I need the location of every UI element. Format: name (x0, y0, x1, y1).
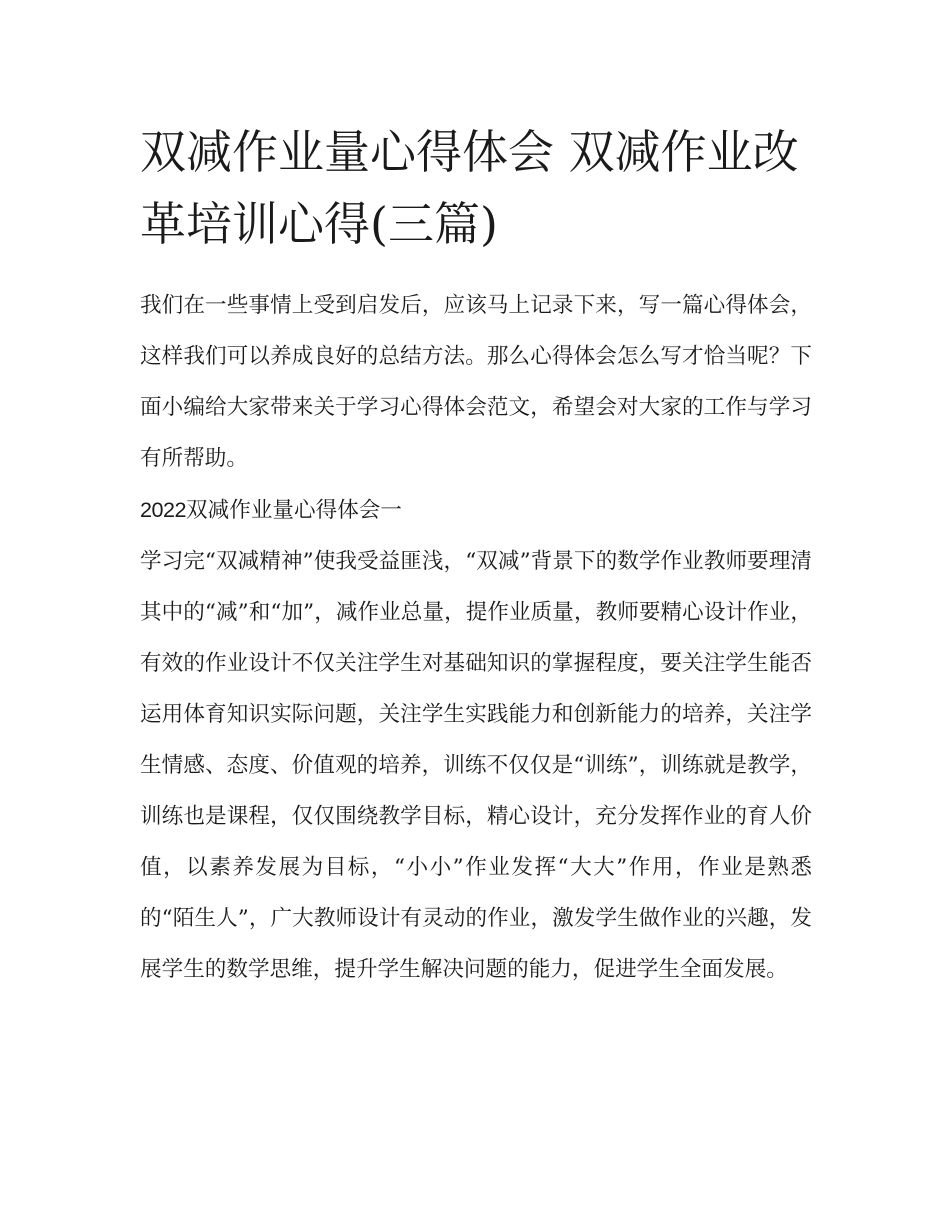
section-heading (140, 484, 812, 536)
document-page (140, 116, 812, 995)
section-heading-text: 双减作业量心得体会一 (186, 498, 402, 523)
section-body-paragraph: 学习完“双减精神”使我受益匪浅，“双减”背景下的数学作业教师要理清其中的“减”和“加”，减作业总量，提作业质量，教师要精心设计作业，有效的作业设计不仅关注学生对基础知识的掌握程度，要关注学生能否运用体育知识实际问题，关注学生实践能力和创新能力的培养，关注学生情感、态度、价值观的培养，训练不仅仅是“训练”，训练就是教学，训练也是课程，仅仅围绕教学目标，精心设计，充分发挥作业的育人价值，以素养发展为目标，“小小”作业发挥“大大”作用，作业是熟悉的“陌生人”，广大教师设计有灵动的作业，激发学生做作业的兴趣，发展学生的数学思维，提升学生解决问题的能力，促进学生全面发展。 (140, 549, 812, 982)
document-title: 双减作业量心得体会 双减作业改革培训心得(三篇) (140, 125, 799, 251)
intro-paragraph: 我们在一些事情上受到启发后，应该马上记录下来，写一篇心得体会，这样我们可以养成良好的总结方法。那么心得体会怎么写才恰当呢？下面小编给大家带来关于学习心得体会范文，希望会对大家的工作与学习有所帮助。 (140, 293, 812, 471)
section-heading-number: 2022 (140, 497, 187, 522)
